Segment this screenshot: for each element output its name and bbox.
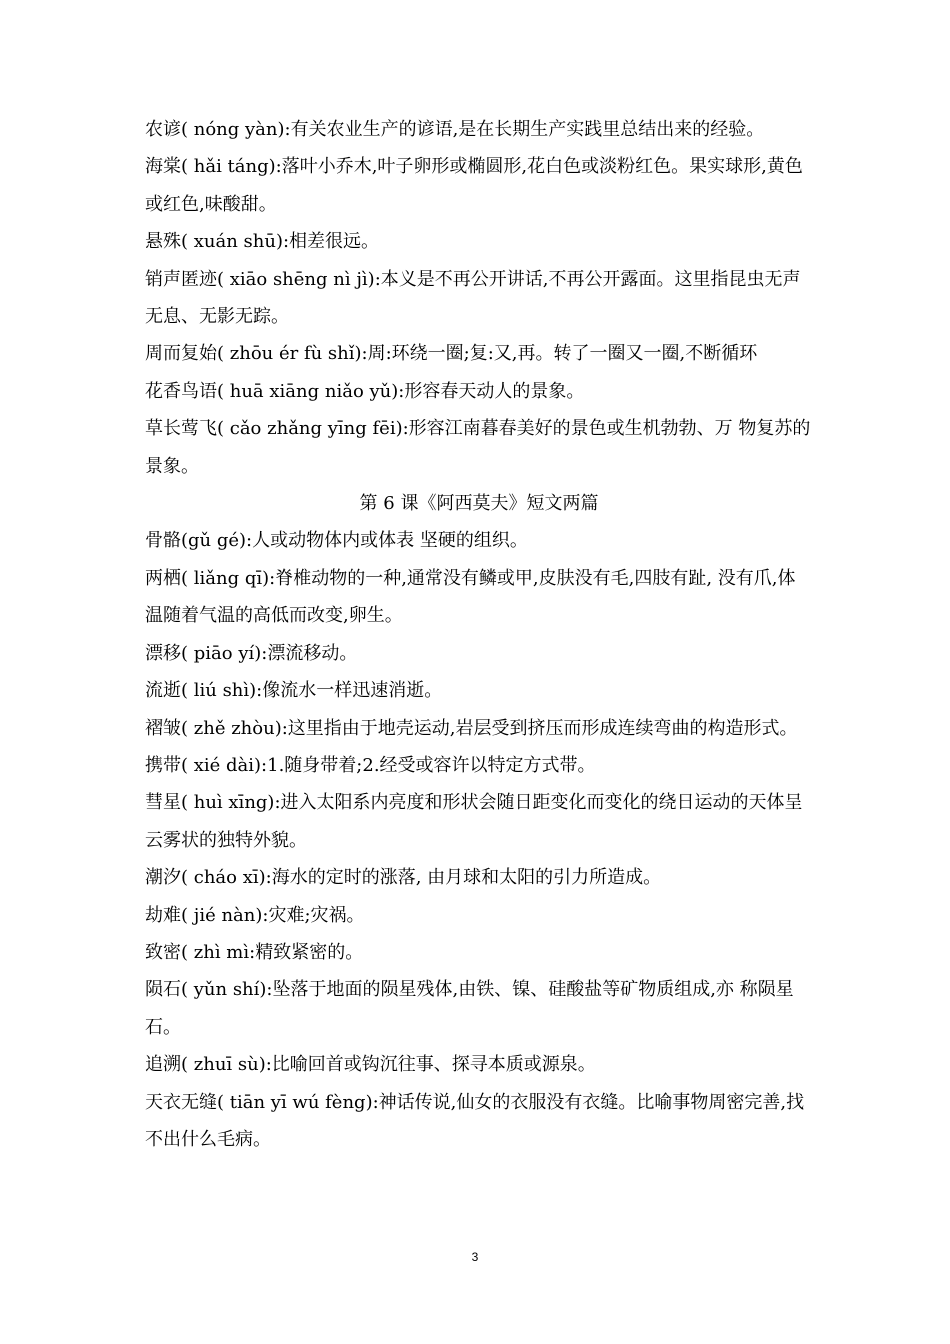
vocab-entry-zhuisu: 追溯( zhuī sù):比喻回首或钩沉往事、探寻本质或源泉。	[145, 1054, 596, 1076]
vocab-entry-xiaoshengniji: 销声匿迹( xiāo shēng nì jì):本义是不再公开讲话,不再公开露面。这里指昆虫无声无息、无影无踪。	[145, 268, 801, 328]
vocab-entry-yunshi: 陨石( yǔn shí):坠落于地面的陨星残体,由铁、镍、硅酸盐等矿物质组成,亦 称陨星石。	[145, 979, 794, 1038]
vocab-entry-chaoxi: 潮汐( cháo xī):海水的定时的涨落, 由月球和太阳的引力所造成。	[145, 867, 662, 889]
vocab-entry-huaxiangniaoyu: 花香鸟语( huā xiāng niǎo yǔ):形容春天动人的景象。	[145, 380, 585, 402]
document-body	[145, 111, 813, 1158]
vocab-entry-nongyan: 农谚( nóng yàn):有关农业生产的谚语,是在长期生产实践里总结出来的经验。	[145, 119, 765, 140]
vocab-entry-haitang: 海棠( hǎi táng):落叶小乔木,叶子卵形或椭圆形,花白色或淡粉红色。果实球形,黄色或红色,味酸甜。	[145, 156, 803, 215]
lesson-heading: 第 6 课《阿西莫夫》短文两篇	[359, 493, 599, 515]
vocab-entry-zhimi: 致密( zhì mì:精致紧密的。	[145, 941, 364, 963]
vocab-entry-piaoyi: 漂移( piāo yí):漂流移动。	[145, 642, 358, 664]
vocab-entry-liangqi: 两栖( liǎng qī):脊椎动物的一种,通常没有鳞或甲,皮肤没有毛,四肢有趾, 没有爪,体温随着气温的高低而改变,卵生。	[145, 567, 796, 627]
vocab-section-previous-lesson	[145, 111, 813, 485]
vocab-entry-guge: 骨骼(gǔ gé):人或动物体内或体表 坚硬的组织。	[145, 530, 528, 552]
vocab-entry-zhezhou: 褶皱( zhě zhòu):这里指由于地壳运动,岩层受到挤压而形成连续弯曲的构造形式。	[145, 717, 798, 739]
vocab-entry-huixing: 彗星( huì xīng):进入太阳系内亮度和形状会随日距变化而变化的绕日运动的天体呈云雾状的独特外貌。	[145, 792, 803, 851]
vocab-entry-jienan: 劫难( jié nàn):灾难;灾祸。	[145, 904, 365, 926]
page-number: 3	[471, 1250, 479, 1264]
vocab-entry-tianyiwufeng: 天衣无缝( tiān yī wú fèng):神话传说,仙女的衣服没有衣缝。比喻事物周密完善,找不出什么毛病。	[145, 1091, 805, 1150]
vocab-entry-zhouerfushi: 周而复始( zhōu ér fù shǐ):周:环绕一圈;复:又,再。转了一圈又一圈,不断循环	[145, 343, 758, 365]
vocab-section-lesson-6	[145, 522, 813, 1158]
vocab-entry-liushi: 流逝( liú shì):像流水一样迅速消逝。	[145, 680, 443, 702]
vocab-entry-caozhangyingfei: 草长莺飞( cǎo zhǎng yīng fēi):形容江南暮春美好的景色或生机勃勃、万 物复苏的景象。	[145, 418, 811, 477]
vocab-entry-xuanshu: 悬殊( xuán shū):相差很远。	[145, 231, 380, 253]
vocab-entry-xiedai: 携带( xié dài):1.随身带着;2.经受或容许以特定方式带。	[145, 754, 596, 776]
